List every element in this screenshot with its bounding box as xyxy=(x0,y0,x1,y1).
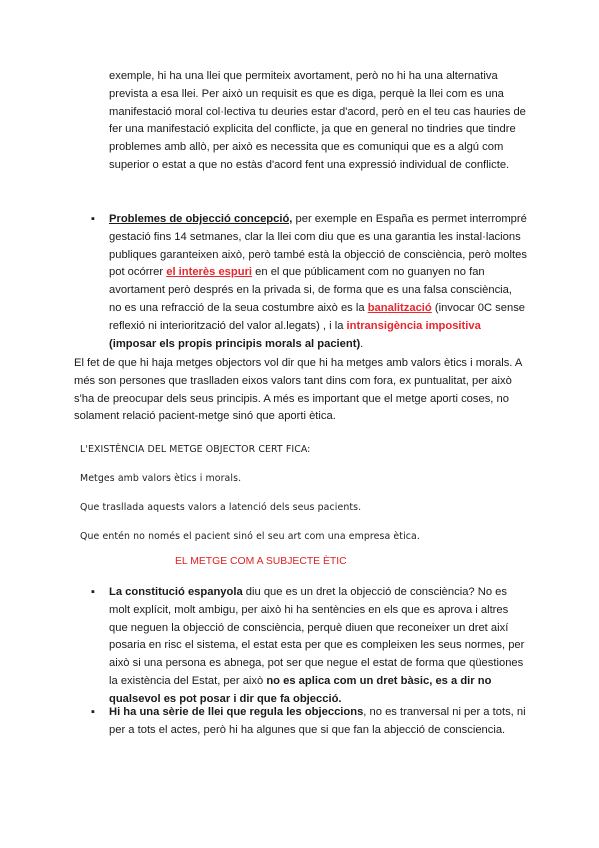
scanned-line: Que entén no només el pacient sinó el seu art com una empresa ètica. xyxy=(80,531,420,542)
objector-doctors-paragraph: El fet de que hi haja metges objectors vol dir que hi ha metges amb valors ètics i morals. A més son persones que traslladen eixos valors tant dins com fora, ex puntualitat, per això s'ha de preocupar dels seus principis. A més es important que el metge aporti coses, no solament relació pacient-metge sinó que aporti ètica. xyxy=(74,357,522,423)
bullet-text: en el que públicament com no guanyen no fan avortament però després en la privada si, de forma que es una falsa consciència, no es una refracció de la seua costumbre això es la xyxy=(109,266,512,314)
scanned-line: Que trasllada aquests valors a latenció dels seus pacients. xyxy=(80,502,362,513)
scanned-heading: L'EXISTÈNCIA DEL METGE OBJECTOR CERT FICA: xyxy=(80,444,311,455)
section-heading: EL METGE COM A SUBJECTE ÈTIC xyxy=(175,556,347,567)
bullet-marker: ▪ xyxy=(91,586,95,598)
bullet-title: Problemes de objecció concepció, xyxy=(109,213,293,225)
bullet-title: La constitució espanyola xyxy=(109,586,243,598)
bullet-text: per exemple en España es permet interrompré gestació fins 14 setmanes, clar la llei com diu que es una garantia les instal·lacions publiques garanteixen això, però també està la objecció de consciència, però moltes pot ocórrer xyxy=(109,213,527,279)
bullet-text: diu que es un dret la objecció de consciència? No es molt explícit, molt ambigu, per això hi ha sentències en els que es aprova i altres que neguen la objecció de consciència, perquè diuen que reconeixer un dret així posaria en risc el sistema, el estat esta per que es compleixen les seus normes, per això si una persona es abnega, pot ser que negue el estat de forma que qüestiones la existència del Estat, per això xyxy=(109,586,525,687)
scanned-line: Metges amb valors ètics i morals. xyxy=(80,473,242,484)
bullet-bold-text: no es aplica com un dret bàsic, es a dir no qualsevol es pot posar i dir que fa objecció. xyxy=(109,674,492,705)
highlight-banalitzacio: banalització xyxy=(367,301,432,314)
highlight-intransigencia: intransigència impositiva xyxy=(346,319,481,332)
bullet-constitution xyxy=(109,584,527,709)
bullet-bold-text: (imposar els propis principis morals al pacient) xyxy=(109,337,361,350)
highlight-interes-espuri: el interès espuri xyxy=(166,266,253,279)
bullet-objection-problems xyxy=(109,211,527,353)
bullet-marker: ▪ xyxy=(91,706,95,718)
bullet-text: , no es tranversal ni per a tots, ni per a tots el actes, però hi ha algunes que si que fan la abjecció de consciencia. xyxy=(109,706,526,736)
intro-paragraph: exemple, hi ha una llei que permiteix avortament, però no hi ha una alternativa prevista a esa llei. Per això un requisit es que es diga, perquè la llei com es una manifestació moral col·lectiva tu deuries estar d'acord, però en el teu cas hauries de fer una manifestació explicita del conflicte, ja que en general no tindries que tindre problemes amb allò, per això es necessita que es comuniqui que es a algú com superior o estat a que no estàs d'acord fent una expressió individual de conflicte. xyxy=(109,70,526,171)
bullet-end: . xyxy=(360,337,364,350)
bullet-text: (invocar 0C sense reflexió ni interiorització del valor al.legats) , i la xyxy=(109,301,526,332)
bullet-title: Hi ha una sèrie de llei que regula les objeccions xyxy=(109,706,364,718)
bullet-marker: ▪ xyxy=(91,213,95,225)
bullet-laws-regulate xyxy=(109,704,527,740)
